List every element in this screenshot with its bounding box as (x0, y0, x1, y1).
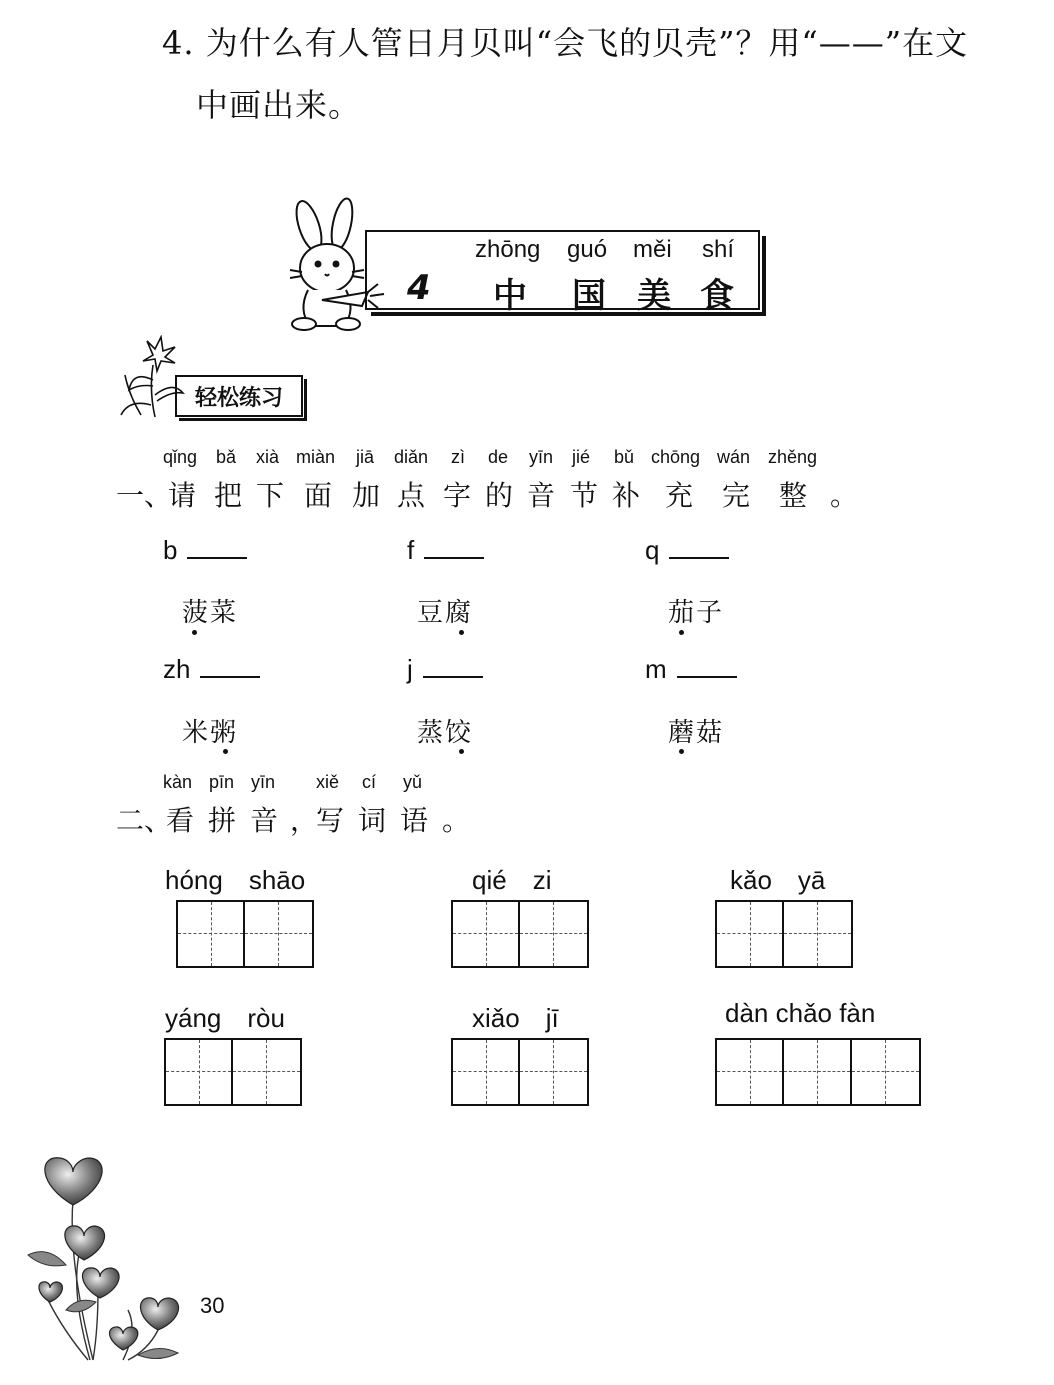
writing-grid-hongshao[interactable] (176, 900, 314, 968)
part1-pinyin-5: jiā (356, 447, 375, 467)
title-char-4: 食 (700, 276, 734, 316)
part1-char-3: 下 (256, 479, 285, 512)
part1-pinyin-12: chōng (651, 447, 701, 467)
item-zh-blank[interactable] (200, 674, 260, 678)
part1-char-1: 请 (168, 479, 197, 512)
word-pinyin-yangrou: yáng ròu (165, 1003, 285, 1033)
part2-char-5: 写 (316, 804, 345, 837)
part1-pinyin-6: diǎn (394, 447, 429, 467)
part2-pinyin-6: yǔ (403, 772, 423, 792)
part2-char-6: 词 (358, 804, 387, 837)
part1-pinyin-2: bǎ (216, 447, 237, 467)
item-m (645, 654, 737, 685)
item-j (407, 654, 483, 685)
part1-pinyin-14: zhěng (768, 447, 818, 467)
grid-cell[interactable] (245, 902, 312, 966)
title-pinyin-3: měi (633, 236, 672, 263)
title-pinyin-2: guó (567, 236, 608, 263)
item-m-blank[interactable] (677, 674, 737, 678)
item-b-letter: b (163, 535, 178, 565)
part1-pinyin-3: xià (256, 447, 280, 467)
grid-cell[interactable] (166, 1040, 233, 1104)
part1-char-2: 把 (214, 479, 243, 512)
word-mizhou: 米粥 (182, 718, 239, 748)
item-zh (163, 654, 260, 685)
lesson-title-box (365, 230, 760, 316)
part1-pinyin-8: de (488, 447, 509, 467)
part1-prefix: 一、 (116, 479, 173, 512)
hearts-decoration (18, 1150, 193, 1365)
question-4-line1: 4. 为什么有人管日月贝叫“会飞的贝壳”？用“——”在文 (162, 24, 969, 62)
grid-cell[interactable] (453, 1040, 520, 1104)
title-char-1: 中 (493, 276, 527, 316)
grid-cell[interactable] (520, 1040, 587, 1104)
word-pinyin-xiaoji: xiǎo jī (472, 1003, 559, 1033)
item-zh-letter: zh (163, 654, 191, 684)
item-q (645, 535, 729, 566)
part2-char-4: ， (290, 804, 319, 837)
writing-grid-danchaofan[interactable] (715, 1038, 921, 1106)
title-char-2: 国 (572, 276, 606, 316)
part1-pinyin-7: zì (451, 447, 466, 467)
part2-char-1: 看 (166, 804, 195, 837)
item-f (407, 535, 484, 566)
part2-char-3: 音 (250, 804, 279, 837)
emphasis-dot (459, 630, 464, 635)
item-m-letter: m (645, 654, 667, 684)
emphasis-dot (459, 749, 464, 754)
part1-char-5: 加 (352, 479, 381, 512)
writing-grid-yangrou[interactable] (164, 1038, 302, 1106)
grid-cell[interactable] (784, 902, 851, 966)
word-bocai: 菠菜 (182, 598, 239, 628)
word-zhengjiao: 蒸饺 (417, 718, 474, 748)
section-tag: 轻松练习 (175, 375, 303, 417)
part1-char-11: 补 (612, 479, 641, 512)
title-pinyin-4: shí (702, 236, 735, 263)
grid-cell[interactable] (178, 902, 245, 966)
part1-pinyin-4: miàn (296, 447, 336, 467)
part1-pinyin-1: qǐng (163, 447, 198, 467)
page-number: 30 (200, 1293, 225, 1318)
part2-pinyin-2: pīn (209, 772, 235, 792)
part1-pinyin-10: jié (572, 447, 591, 467)
part1-pinyin-9: yīn (529, 447, 554, 467)
part1-end: 。 (830, 479, 859, 512)
writing-grid-kaoya[interactable] (715, 900, 853, 968)
item-q-letter: q (645, 535, 660, 565)
title-char-3: 美 (637, 276, 671, 316)
part1-char-12: 充 (665, 479, 694, 512)
item-j-blank[interactable] (423, 674, 483, 678)
word-pinyin-hongshao: hóng shāo (165, 865, 306, 895)
emphasis-dot (679, 630, 684, 635)
grid-cell[interactable] (717, 1040, 784, 1104)
part2-char-2: 拼 (208, 804, 237, 837)
part2-pinyin-4: xiě (316, 772, 340, 792)
part1-char-7: 字 (443, 479, 472, 512)
item-b (163, 535, 247, 566)
part2-pinyin-3: yīn (251, 772, 276, 792)
item-f-blank[interactable] (424, 555, 484, 559)
word-qiezi: 茄子 (668, 598, 725, 628)
part1-pinyin-13: wán (717, 447, 751, 467)
emphasis-dot (192, 630, 197, 635)
part1-char-13: 完 (722, 479, 751, 512)
grid-cell[interactable] (784, 1040, 851, 1104)
part1-char-9: 音 (527, 479, 556, 512)
question-4-line2: 中画出来。 (196, 86, 362, 124)
part2-pinyin-5: cí (362, 772, 377, 792)
item-q-blank[interactable] (669, 555, 729, 559)
word-doufu: 豆腐 (417, 598, 474, 628)
grid-cell[interactable] (717, 902, 784, 966)
part1-char-14: 整 (779, 479, 808, 512)
part1-pinyin-11: bǔ (614, 447, 635, 467)
item-f-letter: f (407, 535, 415, 565)
word-pinyin-qiezi: qié zi (472, 865, 552, 895)
part2-pinyin-1: kàn (163, 772, 193, 792)
lesson-number: 4 (407, 268, 431, 308)
word-pinyin-kaoya: kǎo yā (730, 865, 826, 895)
item-b-blank[interactable] (187, 555, 247, 559)
part1-char-6: 点 (397, 479, 426, 512)
writing-grid-qiezi[interactable] (451, 900, 589, 968)
grid-cell[interactable] (233, 1040, 300, 1104)
grid-cell[interactable] (453, 902, 520, 966)
part2-prefix: 二、 (116, 804, 173, 837)
part1-char-4: 面 (304, 479, 333, 512)
part1-char-8: 的 (485, 479, 514, 512)
word-pinyin-danchaofan: dàn chǎo fàn (725, 998, 876, 1028)
grid-cell[interactable] (852, 1040, 919, 1104)
writing-grid-xiaoji[interactable] (451, 1038, 589, 1106)
part2-char-7: 语 (400, 804, 429, 837)
word-mogu: 蘑菇 (668, 718, 725, 748)
item-j-letter: j (407, 654, 413, 684)
part2-end: 。 (442, 804, 471, 837)
part1-char-10: 节 (570, 479, 599, 512)
title-pinyin-1: zhōng (475, 236, 541, 263)
emphasis-dot (223, 749, 228, 754)
emphasis-dot (679, 749, 684, 754)
grid-cell[interactable] (520, 902, 587, 966)
